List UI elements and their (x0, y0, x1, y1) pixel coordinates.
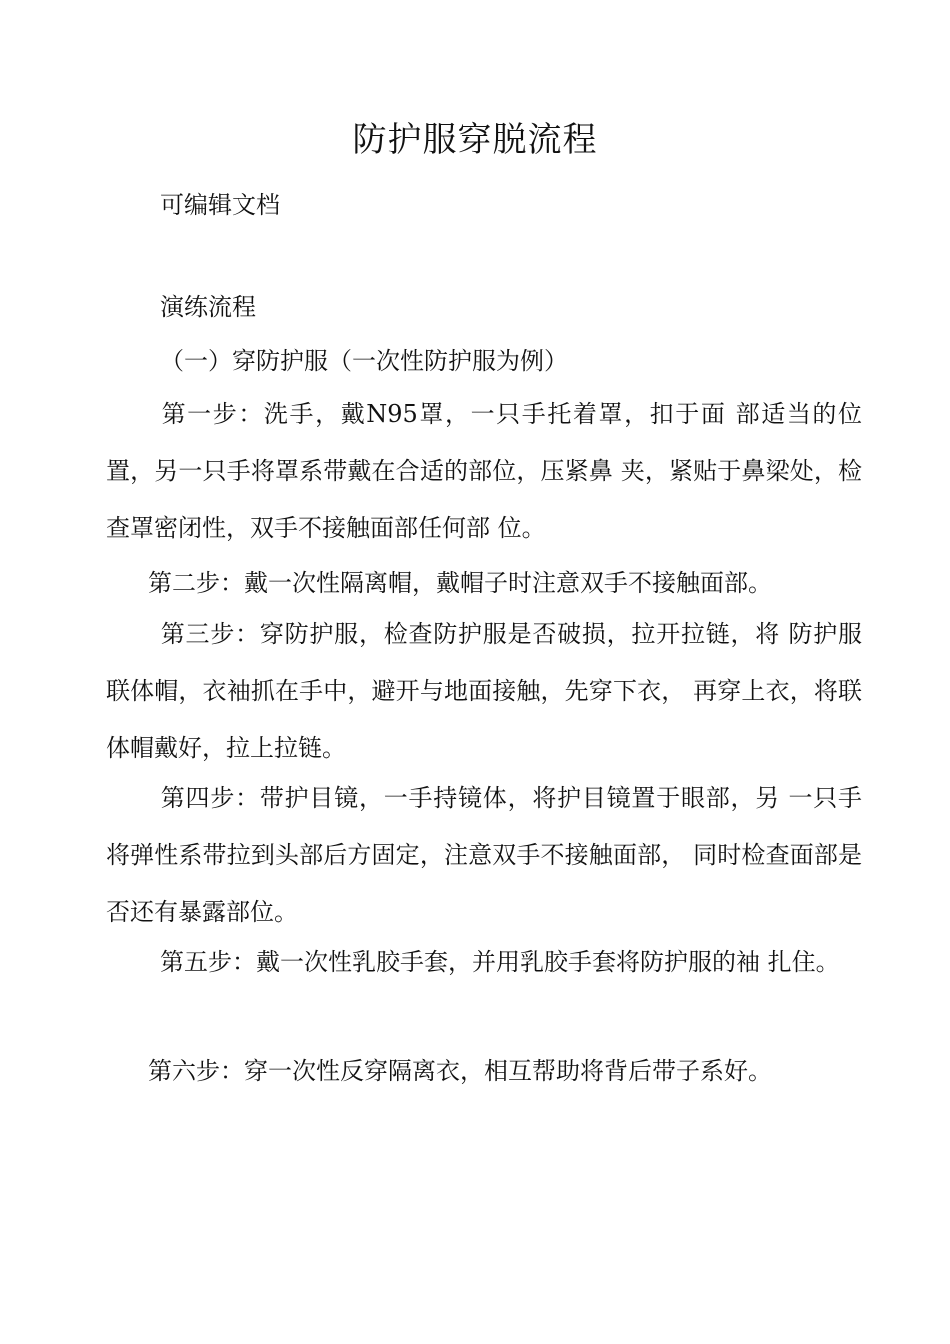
step-1-paragraph (106, 386, 862, 557)
step-5-text: 第五步：戴一次性乳胶手套，并用乳胶手套将防护服的袖 扎住。 (160, 948, 840, 976)
section-heading: 演练流程 (160, 293, 256, 321)
step-4-paragraph (106, 770, 862, 941)
document-title: 防护服穿脱流程 (352, 120, 598, 160)
step-5-paragraph (106, 934, 862, 991)
step-3-paragraph (106, 606, 862, 777)
step-3-text: 第三步：穿防护服，检查防护服是否破损，拉开拉链，将 防护服联体帽，衣袖抓在手中，避开与地面接触，先穿下衣， 再穿上衣，将联体帽戴好，拉上拉链。 (106, 620, 862, 762)
document-subtitle: 可编辑文档 (160, 191, 280, 219)
step-6-paragraph: 第六步：穿一次性反穿隔离衣，相互帮助将背后带子系好。 (148, 1057, 772, 1085)
step-4-text: 第四步：带护目镜，一手持镜体，将护目镜置于眼部，另 一只手将弹性系带拉到头部后方固定，注意双手不接触面部， 同时检查面部是否还有暴露部位。 (106, 784, 862, 926)
subsection-heading: （一）穿防护服（一次性防护服为例） (160, 347, 568, 375)
step-1-text: 第一步：洗手，戴N95罩，一只手托着罩，扣于面 部适当的位置，另一只手将罩系带戴在合适的部位，压紧鼻 夹，紧贴于鼻梁处，检查罩密闭性，双手不接触面部任何部 位。 (106, 400, 862, 542)
step-2-paragraph: 第二步：戴一次性隔离帽，戴帽子时注意双手不接触面部。 (148, 569, 772, 597)
